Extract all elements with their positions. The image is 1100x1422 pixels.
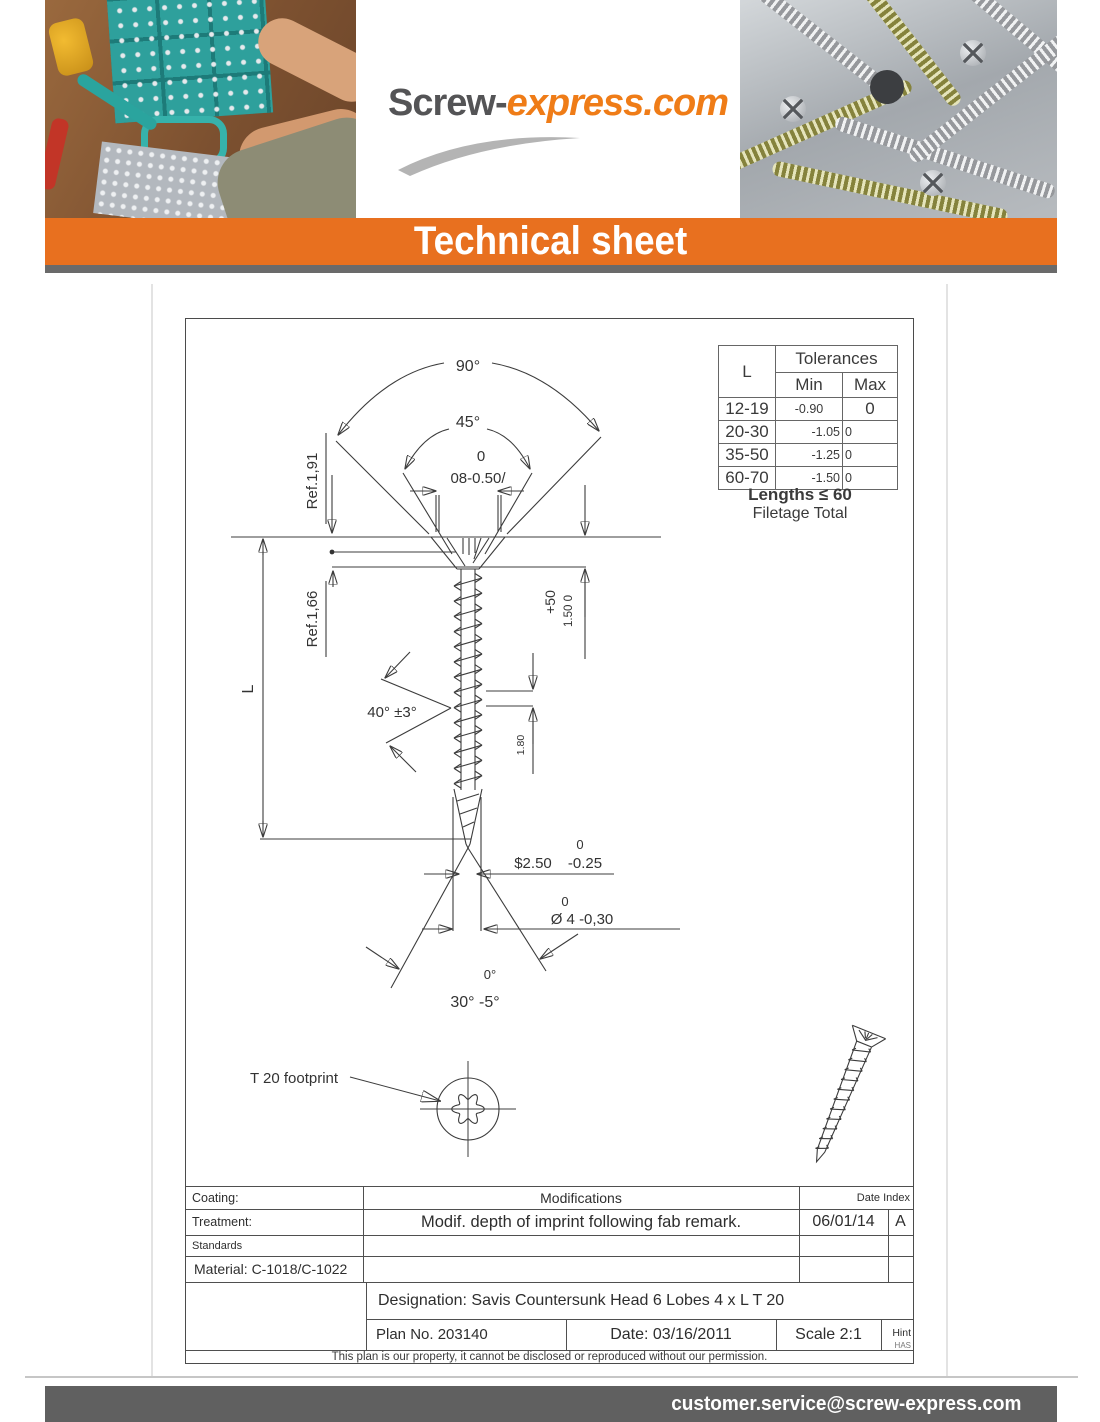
table-row — [719, 444, 898, 467]
tol-max: 0 — [843, 398, 898, 421]
hint-sub-label: HAS — [894, 1341, 911, 1350]
tol-max: 0 — [843, 421, 898, 444]
dim-ref2-label: Ref.1,66 — [304, 590, 321, 648]
brand-logo-orange: express.com — [506, 82, 728, 124]
lengths-note — [702, 485, 898, 523]
contact-email[interactable]: customer.service@screw-express.com — [671, 1392, 1022, 1415]
title-block — [186, 1186, 913, 1364]
dim-40-label: 40° ±3° — [367, 704, 417, 721]
dim-45-label: 45° — [455, 414, 481, 431]
banner-title: Technical sheet — [414, 219, 688, 263]
hint-cell — [881, 1319, 913, 1351]
tape-measure-shape — [47, 16, 95, 77]
screw-head-shape — [960, 40, 986, 66]
dim-headh-tol: +50 — [542, 590, 558, 614]
torx-footprint-view — [250, 1061, 516, 1157]
standards-label: Standards — [186, 1235, 364, 1257]
dim-core-label: $2.50 — [514, 855, 552, 872]
empty-cell — [363, 1256, 800, 1283]
modification-entry: Modif. depth of imprint following fab remark. — [363, 1209, 800, 1236]
logo-area — [356, 0, 740, 218]
tol-max: 0 — [843, 467, 898, 490]
tolerances-table — [718, 345, 898, 490]
tol-min: -1.05 — [776, 421, 843, 444]
empty-cell — [799, 1235, 889, 1257]
empty-cell — [888, 1235, 913, 1257]
dim-pitch — [486, 653, 533, 774]
empty-cell — [363, 1235, 800, 1257]
material-label: Material: C-1018/C-1022 — [186, 1256, 364, 1283]
footer-rule — [25, 1376, 1078, 1378]
tol-min: -1.50 — [776, 467, 843, 490]
technical-sheet-banner — [45, 218, 1057, 265]
brand-logo-dark: Screw- — [388, 82, 507, 124]
dim-head-height — [542, 485, 585, 659]
page-margin-line — [946, 284, 948, 1376]
coating-label: Coating: — [186, 1187, 364, 1210]
screw-head-shape — [780, 96, 806, 122]
tol-range: 60-70 — [719, 467, 776, 490]
dim-core-tol-top: 0 — [576, 837, 584, 852]
page-margin-line — [151, 284, 153, 1376]
dim-headh-label: 1.50 0 — [563, 595, 575, 627]
tol-header-tolerances: Tolerances — [776, 346, 898, 373]
tol-min: -0.90 — [776, 398, 843, 421]
dim-thread-angle — [367, 652, 451, 772]
screw-head-shape — [870, 70, 904, 104]
empty-cell — [799, 1256, 889, 1283]
workbench-photo — [45, 0, 356, 218]
lengths-note-line2: Filetage Total — [752, 505, 848, 522]
screw-outline — [431, 537, 505, 848]
tol-range: 35-50 — [719, 444, 776, 467]
dim-dia8-tol: 0 — [476, 448, 486, 465]
tol-header-min: Min — [776, 373, 843, 398]
footprint-label: T 20 footprint — [249, 1070, 339, 1087]
modification-index: A — [888, 1209, 913, 1236]
table-row — [719, 421, 898, 444]
dim-point-tol-top: 0° — [483, 967, 497, 982]
empty-cell — [186, 1282, 367, 1351]
drawing-frame — [185, 318, 914, 1364]
lengths-note-line1: Lengths ≤ 60 — [748, 485, 852, 504]
footer-bar — [45, 1386, 1057, 1422]
dim-angle-90 — [336, 358, 601, 534]
mini-screw-illustration — [800, 1025, 886, 1168]
dim-head-diameter — [410, 448, 524, 532]
dim-90-label: 90° — [455, 358, 481, 375]
hint-label: Hint — [892, 1327, 911, 1339]
tol-header-L: L — [719, 346, 776, 398]
screw-threads — [454, 574, 482, 828]
logo-swoosh-icon — [384, 118, 614, 178]
designation: Designation: Savis Countersunk Head 6 Lobes 4 x L T 20 — [366, 1282, 913, 1320]
dim-length-L — [240, 539, 263, 837]
dim-ref1-label: Ref.1,91 — [304, 452, 321, 510]
tol-min: -1.25 — [776, 444, 843, 467]
dim-L-label: L — [240, 684, 257, 694]
tol-range: 20-30 — [719, 421, 776, 444]
screw-head-shape — [920, 170, 946, 196]
property-note: This plan is our property, it cannot be disclosed or reproduced without our permission. — [331, 1351, 768, 1363]
plan-date: Date: 03/16/2011 — [566, 1319, 777, 1351]
screws-photo — [740, 0, 1057, 218]
plan-number: Plan No. 203140 — [366, 1319, 567, 1351]
dim-outer-tol-top: 0 — [561, 894, 569, 909]
dim-point-label: 30° -5° — [450, 994, 500, 1011]
tol-range: 12-19 — [719, 398, 776, 421]
banner-underline — [45, 265, 1057, 273]
dim-outer-diameter — [422, 894, 680, 929]
date-index-header: Date Index — [799, 1187, 913, 1210]
dim-dia8-label: 08-0.50/ — [450, 470, 506, 487]
tol-max: 0 — [843, 444, 898, 467]
dim-ref-191 — [304, 433, 332, 533]
table-row — [719, 398, 898, 421]
screwdriver-shape — [45, 117, 70, 191]
empty-cell — [888, 1256, 913, 1283]
dim-pitch-label: 1.80 — [515, 734, 527, 756]
dim-outer-label: Ø 4 -0,30 — [550, 911, 614, 928]
modifications-header: Modifications — [363, 1187, 800, 1210]
dim-ref-166 — [304, 571, 333, 657]
tol-header-max: Max — [843, 373, 898, 398]
treatment-label: Treatment: — [186, 1209, 364, 1236]
plan-scale: Scale 2:1 — [776, 1319, 882, 1351]
dim-core-tol: -0.25 — [567, 855, 603, 872]
modification-date: 06/01/14 — [799, 1209, 889, 1236]
